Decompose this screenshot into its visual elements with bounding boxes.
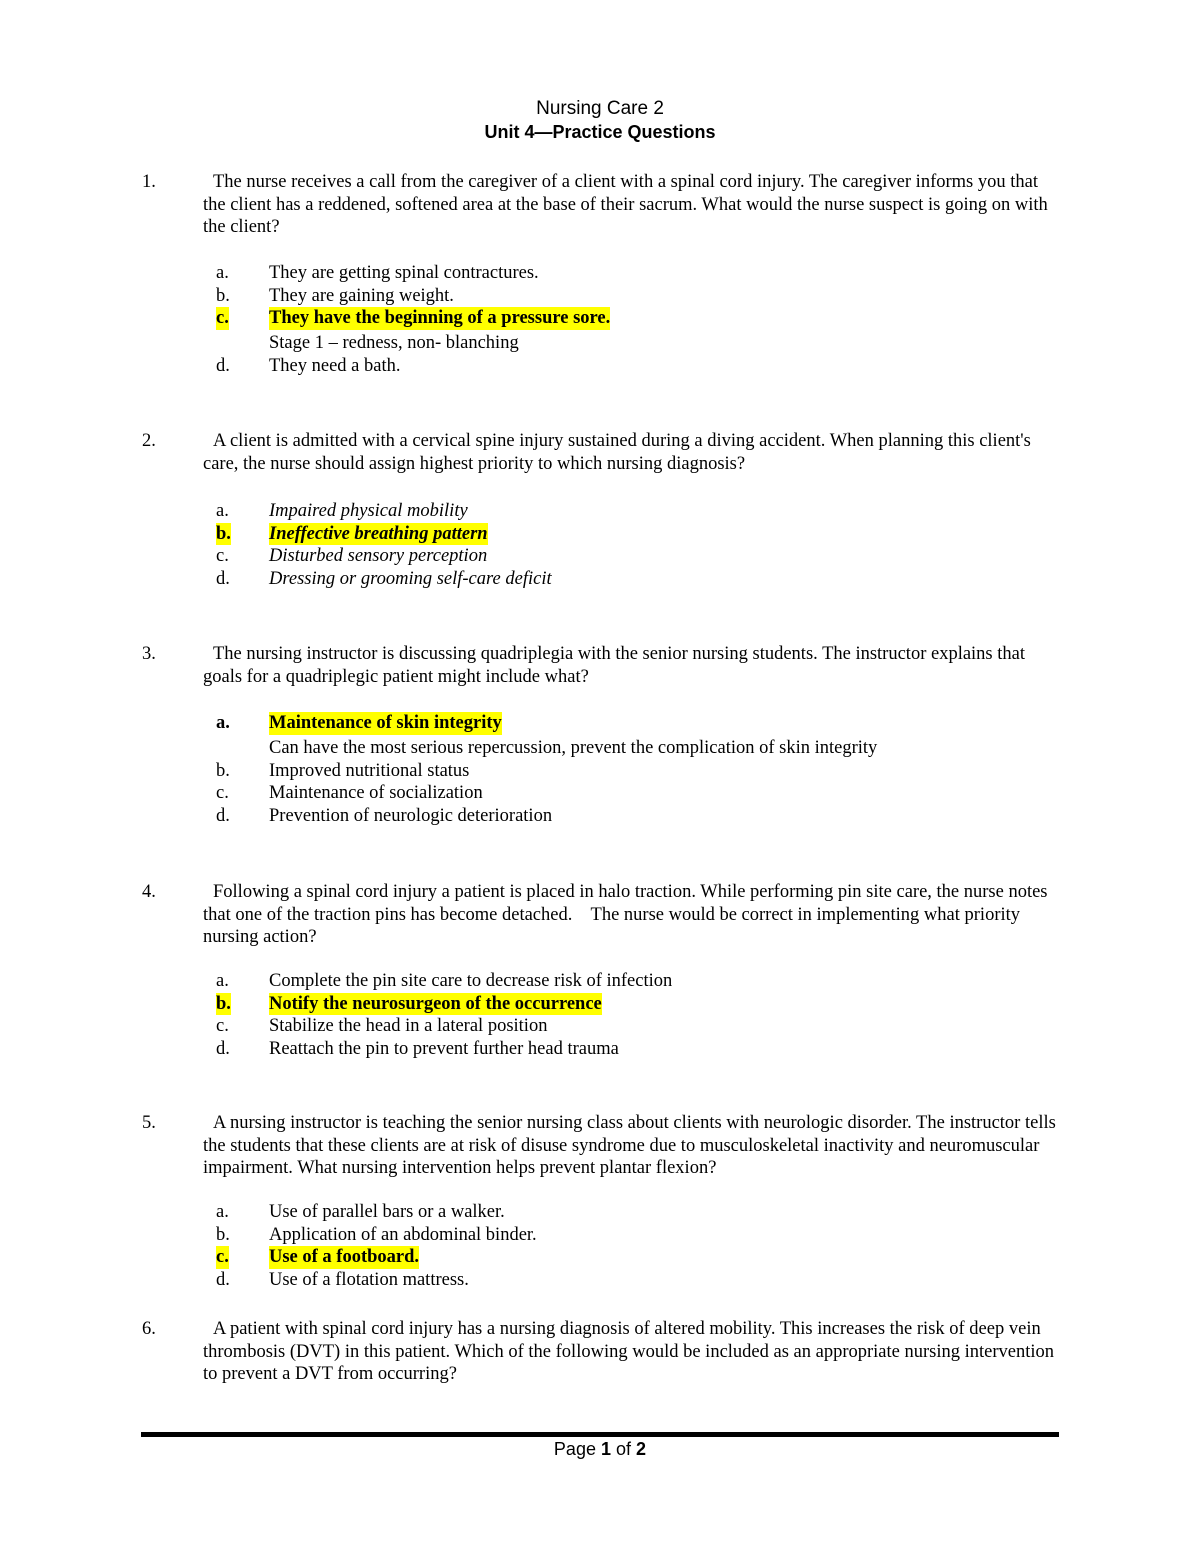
page-footer	[0, 1439, 1200, 1460]
answer-note: Can have the most serious repercussion, prevent the complication of skin integrity	[269, 738, 878, 758]
question-number: 3.	[142, 644, 156, 664]
footer-divider	[141, 1432, 1059, 1437]
option-a: a. They are getting spinal contractures.	[216, 263, 539, 283]
page-number: 1	[600, 1439, 611, 1459]
page-total: 2	[636, 1439, 647, 1459]
option-a-correct: a. Maintenance of skin integrity	[216, 713, 502, 733]
question-4-options	[0, 970, 1200, 1061]
option-b-correct: b. Ineffective breathing pattern	[216, 523, 488, 544]
of-word: of	[616, 1439, 632, 1459]
option-c: c. Stabilize the head in a lateral position	[216, 1016, 548, 1037]
option-b: b. Improved nutritional status	[216, 760, 470, 781]
option-d: d. Dressing or grooming self-care deficit	[216, 569, 552, 590]
option-d: d. Prevention of neurologic deterioration	[216, 806, 553, 827]
option-d: d. They need a bath.	[216, 356, 401, 377]
question-text: The nurse receives a call from the caregiver of a client with a spinal cord injury. The caregiver informs you that the client has a reddened, softened area at the base of their sacrum. What would the nurse suspect is going on with the client?	[203, 172, 1048, 237]
option-c-correct: c. Use of a footboard.	[216, 1247, 420, 1268]
option-b: b. They are gaining weight.	[216, 285, 454, 306]
question-number: 4.	[142, 882, 156, 902]
question-text: A client is admitted with a cervical spine injury sustained during a diving accident. When planning this client's care, the nurse should assign highest priority to which nursing diagnosis?	[203, 431, 1031, 474]
question-number: 1.	[142, 172, 156, 192]
question-5-options	[0, 1201, 1200, 1292]
answer-note: Stage 1 – redness, non- blanching	[269, 333, 519, 354]
option-a: a. Impaired physical mobility	[216, 501, 468, 521]
option-b: b. Application of an abdominal binder.	[216, 1224, 537, 1245]
question-number: 2.	[142, 431, 156, 451]
question-text: A patient with spinal cord injury has a nursing diagnosis of altered mobility. This increases the risk of deep vein thrombosis (DVT) in this patient. Which of the following would be included as an appropriate nursing intervention to prevent a DVT from occurring?	[203, 1319, 1054, 1384]
question-3-options	[0, 712, 1200, 828]
question-text: A nursing instructor is teaching the senior nursing class about clients with neurologic disorder. The instructor tells the students that these clients are at risk of disuse syndrome due to musculoskeletal inactivity and neuromuscular impairment. What nursing intervention helps prevent plantar flexion?	[203, 1113, 1056, 1178]
option-b-correct: b. Notify the neurosurgeon of the occurrence	[216, 993, 602, 1014]
option-a: a. Use of parallel bars or a walker.	[216, 1202, 505, 1222]
question-number: 5.	[142, 1113, 156, 1133]
option-d: d. Reattach the pin to prevent further head trauma	[216, 1039, 619, 1060]
option-a: a. Complete the pin site care to decrease risk of infection	[216, 971, 673, 991]
option-c: c. Disturbed sensory perception	[216, 546, 488, 567]
option-d: d. Use of a flotation mattress.	[216, 1270, 469, 1291]
option-c: c. Maintenance of socialization	[216, 783, 483, 804]
question-text: Following a spinal cord injury a patient is placed in halo traction. While performing pin site care, the nurse notes that one of the traction pins has become detached. The nurse would be correct in implementing what priority nursing action?	[203, 882, 1048, 947]
question-2-options	[0, 500, 1200, 591]
course-title: Nursing Care 2	[536, 98, 664, 119]
option-c-correct: c. They have the beginning of a pressure sore.	[216, 308, 611, 329]
question-number: 6.	[142, 1319, 156, 1339]
page-word: Page	[553, 1439, 596, 1459]
question-1-options	[0, 262, 1200, 378]
page-title: Unit 4—Practice Questions	[484, 122, 716, 142]
question-text: The nursing instructor is discussing quadriplegia with the senior nursing students. The instructor explains that goals for a quadriplegic patient might include what?	[203, 644, 1025, 687]
